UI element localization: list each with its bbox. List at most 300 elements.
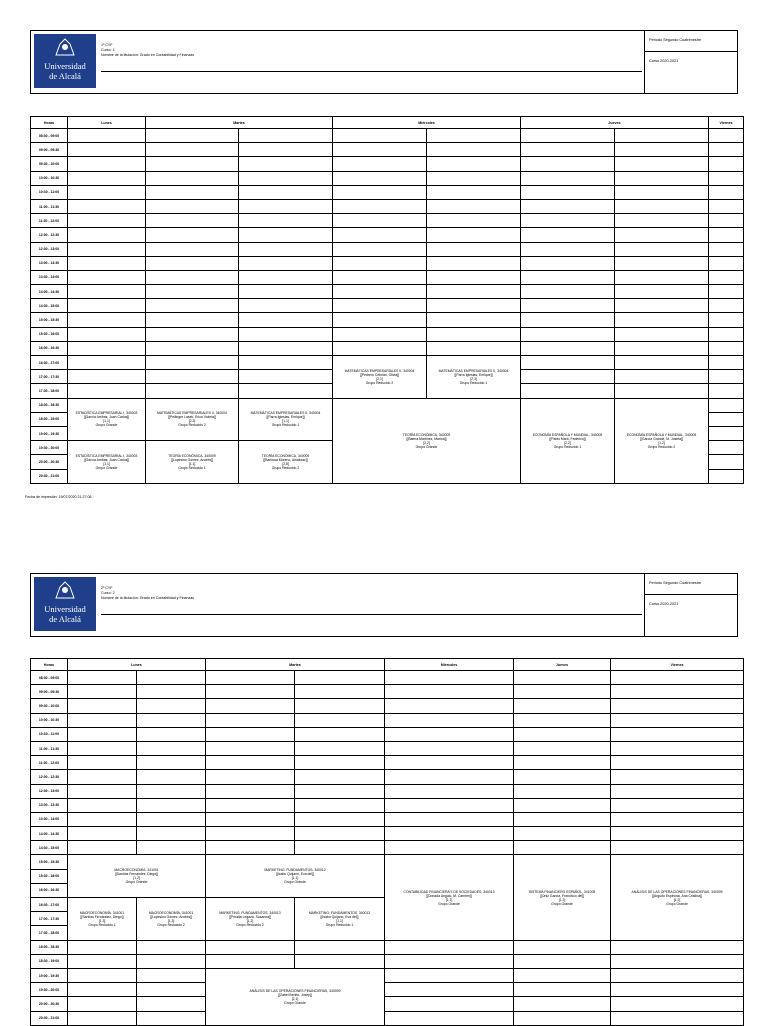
year-label: 1º CYF [101,43,113,47]
empty-slot [427,256,521,270]
empty-slot [206,954,295,968]
class-block [239,441,333,484]
event-line: [1,1] [103,461,110,466]
empty-slot [239,185,333,199]
empty-slot [615,270,709,284]
empty-slot [137,671,206,685]
divider [101,71,642,72]
empty-slot [615,185,709,199]
empty-slot [615,285,709,299]
event-line: [1,1] [336,918,343,923]
event-line: TEORÍA ECONÓMICA, 340009 [261,453,310,458]
class-block [615,398,709,483]
empty-slot [68,699,137,713]
empty-slot [206,841,295,855]
event-line: [1,2] [246,918,254,923]
empty-slot [385,940,514,954]
empty-slot [385,784,514,798]
class-block [427,356,521,399]
event-line: [1,3] [98,918,106,923]
time-slot-label: 16:00 - 16:30 [31,341,68,355]
event-line: Grupo Grande [415,444,438,449]
empty-slot [709,256,744,270]
empty-slot [206,756,295,770]
empty-slot [146,356,239,370]
event-line: Grupo Reducido 2 [157,922,185,927]
empty-slot [68,968,137,982]
empty-slot [615,171,709,185]
class-block [333,398,521,483]
sheet-2-info [101,586,194,600]
event-line: TEORÍA ECONÓMICA, 340009 [402,432,451,437]
empty-slot [146,285,239,299]
empty-slot [385,671,514,685]
event-line: [2,3] [470,376,477,381]
day-header: Viernes [611,659,744,671]
empty-slot [146,214,239,228]
empty-slot [521,384,615,398]
event-line: [1,2] [673,897,681,902]
empty-slot [514,756,611,770]
empty-slot [239,256,333,270]
empty-slot [521,327,615,341]
empty-slot [333,313,427,327]
empty-slot [521,171,615,185]
sheet-2-header [30,573,738,637]
time-slot-label: 15:00 - 15:30 [31,313,68,327]
empty-slot [521,185,615,199]
empty-slot [385,983,514,997]
empty-slot [709,228,744,242]
event-line: Grupo Reducido 1 [88,922,116,927]
class-block [206,855,385,898]
empty-slot [68,713,137,727]
empty-slot [611,770,744,784]
event-line: MARKETING: FUNDAMENTOS, 340013 [219,910,281,915]
empty-slot [709,143,744,157]
empty-slot [709,384,744,398]
empty-slot [206,827,295,841]
empty-slot [206,940,295,954]
empty-slot [709,455,744,469]
time-slot-label: 15:30 - 16:00 [31,869,68,883]
empty-slot [521,214,615,228]
empty-slot [615,356,709,370]
empty-slot [295,756,385,770]
empty-slot [709,356,744,370]
empty-slot [239,327,333,341]
empty-slot [514,954,611,968]
empty-slot [615,228,709,242]
time-slot-label: 16:00 - 16:30 [31,883,68,897]
time-slot-label: 09:30 - 10:00 [31,157,68,171]
time-slot-label: 14:00 - 14:30 [31,285,68,299]
empty-slot [333,129,427,143]
empty-slot [68,812,137,826]
empty-slot [514,1011,611,1025]
empty-slot [68,341,146,355]
event-line: ESTADÍSTICA EMPRESARIAL I, 340003 [75,453,138,458]
empty-slot [521,242,615,256]
empty-slot [709,341,744,355]
event-line: [[Pedrero Cebrián, Olivia]] [359,372,399,377]
empty-slot [333,171,427,185]
class-block [611,855,744,940]
empty-slot [68,770,137,784]
empty-slot [427,228,521,242]
empty-slot [137,812,206,826]
class-block [295,898,385,941]
empty-slot [137,1011,206,1025]
time-slot-label: 11:00 - 11:30 [31,741,68,755]
time-slot-label: 12:30 - 13:00 [31,784,68,798]
empty-slot [137,784,206,798]
empty-slot [427,143,521,157]
empty-slot [709,327,744,341]
event-line: SISTEMA FINANCIERO ESPAÑOL, 341008 [528,889,596,894]
empty-slot [68,214,146,228]
time-slot-label: 12:00 - 12:30 [31,228,68,242]
empty-slot [709,398,744,412]
event-line: Grupo Reducido 1 [553,444,582,449]
event-line: [1,2] [558,897,566,902]
empty-slot [427,185,521,199]
time-slot-label: 12:30 - 13:00 [31,242,68,256]
empty-slot [615,157,709,171]
empty-slot [521,157,615,171]
event-line: Grupo Grande [551,901,573,906]
event-line: [2,8] [282,461,289,466]
event-line: [2,2] [188,419,196,424]
empty-slot [68,827,137,841]
event-line: [[Baena Martínez, Marina]] [406,436,447,441]
empty-slot [146,143,239,157]
empty-slot [68,143,146,157]
empty-slot [333,270,427,284]
empty-slot [615,143,709,157]
empty-slot [333,143,427,157]
time-slot-label: 13:30 - 14:00 [31,270,68,284]
event-line: ECONOMÍA ESPAÑOLA Y MUNDIAL, 340005 [532,432,603,437]
empty-slot [239,270,333,284]
event-line: Grupo Grande [438,901,460,906]
event-line: Grupo Reducido 1 [178,465,206,470]
empty-slot [68,228,146,242]
empty-slot [239,214,333,228]
empty-slot [611,784,744,798]
empty-slot [521,129,615,143]
empty-slot [514,983,611,997]
time-slot-label: 10:00 - 10:30 [31,171,68,185]
time-slot-label: 14:30 - 15:00 [31,299,68,313]
empty-slot [137,968,206,982]
empty-slot [295,798,385,812]
sheet-1-info [101,43,194,57]
logo-text-line1: Universidad [44,604,86,614]
empty-slot [611,954,744,968]
empty-slot [68,356,146,370]
empty-slot [333,242,427,256]
sheet-2-timetable [30,658,744,1026]
event-line: Grupo Reducido 1 [271,423,300,428]
day-header: Horas [31,659,68,671]
empty-slot [385,713,514,727]
empty-slot [521,270,615,284]
time-slot-label: 11:00 - 11:30 [31,199,68,213]
empty-slot [514,841,611,855]
empty-slot [146,171,239,185]
class-block [68,398,146,441]
empty-slot [146,185,239,199]
empty-slot [385,741,514,755]
time-slot-label: 14:00 - 14:30 [31,827,68,841]
empty-slot [427,285,521,299]
empty-slot [611,713,744,727]
time-slot-label: 18:30 - 19:00 [31,412,68,426]
time-slot-label: 11:30 - 12:00 [31,214,68,228]
empty-slot [295,727,385,741]
empty-slot [611,983,744,997]
empty-slot [514,727,611,741]
event-line: Grupo Reducido 2 [271,465,300,470]
empty-slot [333,256,427,270]
event-line: CONTABILIDAD FINANCIERA II DE SOCIEDADES, 340013 [403,889,495,894]
time-slot-label: 13:00 - 13:30 [31,256,68,270]
empty-slot [427,313,521,327]
time-slot-label: 20:30 - 21:00 [31,1011,68,1025]
day-header: Miércoles [333,117,521,129]
empty-slot [333,185,427,199]
class-block [206,898,295,941]
event-line: Grupo Reducido 2 [236,922,264,927]
empty-slot [611,699,744,713]
event-line: MATEMÁTICAS EMPRESARIALES II, 340004 [344,368,415,373]
day-header: Jueves [521,117,709,129]
class-block [68,855,206,898]
course-label: Curso: 2 [101,590,115,595]
empty-slot [385,685,514,699]
empty-slot [521,285,615,299]
class-block [333,356,427,399]
event-line: Grupo Reducido 1 [325,922,354,927]
event-line: [[Pablo Martí, Federico]] [549,436,586,441]
empty-slot [206,699,295,713]
sheet-1-timetable [30,116,744,484]
event-line: ANÁLISIS DE LAS OPERACIONES FINANCIERAS, 340009 [249,988,341,993]
empty-slot [709,129,744,143]
empty-slot [333,341,427,355]
time-slot-label: 08:30 - 09:00 [31,671,68,685]
empty-slot [709,199,744,213]
time-slot-label: 09:00 - 09:30 [31,685,68,699]
empty-slot [68,129,146,143]
empty-slot [709,426,744,440]
time-slot-label: 08:30 - 09:00 [31,129,68,143]
empty-slot [295,954,385,968]
empty-slot [239,242,333,256]
empty-slot [146,157,239,171]
empty-slot [137,770,206,784]
empty-slot [611,968,744,982]
empty-slot [68,940,137,954]
empty-slot [615,129,709,143]
empty-slot [709,171,744,185]
empty-slot [68,983,137,997]
empty-slot [146,299,239,313]
event-line: Grupo Grande [125,880,148,885]
time-slot-label: 19:30 - 20:00 [31,441,68,455]
empty-slot [514,699,611,713]
event-line: Grupo Grande [95,423,118,428]
event-line: [[Parra Iglesias, Enrique]] [454,372,493,377]
event-line: TEORÍA ECONÓMICA, 340009 [168,453,216,458]
logo-text-line1: Universidad [44,61,86,71]
period-label: Periodo Segundo Cuatrimestre [649,38,702,42]
empty-slot [427,214,521,228]
empty-slot [239,157,333,171]
empty-slot [295,841,385,855]
empty-slot [206,770,295,784]
empty-slot [68,285,146,299]
time-slot-label: 16:30 - 17:00 [31,898,68,912]
empty-slot [137,741,206,755]
empty-slot [514,827,611,841]
empty-slot [206,685,295,699]
event-line: [[Pellinger Lasek, Erica Violeta]] [168,415,216,420]
event-line: [[Peralta Legaza, Susanna]] [229,914,271,919]
empty-slot [385,997,514,1011]
event-line: [1,1] [103,419,110,424]
empty-slot [146,129,239,143]
empty-slot [709,313,744,327]
empty-slot [137,685,206,699]
empty-slot [333,299,427,313]
event-line: [[Santías Fernández, Diego]] [114,872,159,877]
empty-slot [514,997,611,1011]
empty-slot [146,270,239,284]
event-line: [1,1] [445,897,453,902]
degree-label: Nombre de la titulación: Grado en Contabilidad y Finanzas [101,52,195,57]
time-slot-label: 18:30 - 19:00 [31,954,68,968]
empty-slot [611,1011,744,1025]
empty-slot [239,129,333,143]
empty-slot [68,313,146,327]
empty-slot [295,784,385,798]
day-header: Martes [146,117,333,129]
empty-slot [137,983,206,997]
empty-slot [68,157,146,171]
empty-slot [295,713,385,727]
empty-slot [137,798,206,812]
empty-slot [709,441,744,455]
event-line: [1,1] [282,419,289,424]
empty-slot [427,242,521,256]
empty-slot [427,299,521,313]
event-line: [1,1] [188,461,196,466]
empty-slot [68,685,137,699]
empty-slot [385,841,514,855]
divider [644,51,737,52]
empty-slot [521,356,615,370]
day-header: Miércoles [385,659,514,671]
empty-slot [514,798,611,812]
event-line: MACROECONOMÍA, 341001 [114,868,159,873]
empty-slot [68,256,146,270]
empty-slot [239,341,333,355]
empty-slot [146,199,239,213]
time-slot-label: 11:30 - 12:00 [31,756,68,770]
empty-slot [611,841,744,855]
empty-slot [514,741,611,755]
empty-slot [709,214,744,228]
event-line: ESTADÍSTICA EMPRESARIAL I, 340003 [75,411,138,416]
empty-slot [239,313,333,327]
time-slot-label: 09:00 - 09:30 [31,143,68,157]
event-line: [2,1] [291,996,299,1001]
academic-year-label: Curso 2020-2021 [649,59,679,63]
empty-slot [521,370,615,384]
event-line: [[Lopesino Gómez, Andrés]] [171,457,213,462]
empty-slot [206,784,295,798]
event-line: [1,1] [291,876,299,881]
empty-slot [68,954,137,968]
empty-slot [385,812,514,826]
empty-slot [137,727,206,741]
empty-slot [68,798,137,812]
event-line: MARKETING: FUNDAMENTOS, 340013 [308,910,371,915]
time-slot-label: 17:30 - 18:00 [31,926,68,940]
empty-slot [385,770,514,784]
empty-slot [514,713,611,727]
class-block [239,398,333,441]
empty-slot [333,157,427,171]
time-slot-label: 18:00 - 18:30 [31,398,68,412]
time-slot-label: 13:30 - 14:00 [31,812,68,826]
empty-slot [385,1011,514,1025]
event-line: [[Parra Iglesias, Enrique]] [266,415,305,420]
empty-slot [385,798,514,812]
event-line: [1,2] [133,876,140,881]
time-slot-label: 12:00 - 12:30 [31,770,68,784]
event-line: MACROECONOMÍA, 341001 [79,910,125,915]
empty-slot [239,199,333,213]
day-header: Martes [206,659,385,671]
empty-slot [68,1011,137,1025]
empty-slot [385,727,514,741]
empty-slot [206,727,295,741]
event-line: [[Santías Fernández, Diego]] [80,914,124,919]
event-line: Grupo Grande [666,901,688,906]
event-line: [[Ortiz García, Francisco del]] [539,893,585,898]
empty-slot [521,341,615,355]
empty-slot [611,741,744,755]
time-slot-label: 10:30 - 11:00 [31,185,68,199]
empty-slot [295,812,385,826]
empty-slot [146,256,239,270]
event-line: Grupo Reducido 2 [178,423,206,428]
empty-slot [137,841,206,855]
empty-slot [295,685,385,699]
event-line: Grupo Grande [284,880,306,885]
empty-slot [295,940,385,954]
event-line: [2,2] [423,440,430,445]
empty-slot [146,370,239,384]
time-slot-label: 09:30 - 10:00 [31,699,68,713]
empty-slot [295,827,385,841]
empty-slot [137,756,206,770]
empty-slot [427,327,521,341]
empty-slot [427,199,521,213]
